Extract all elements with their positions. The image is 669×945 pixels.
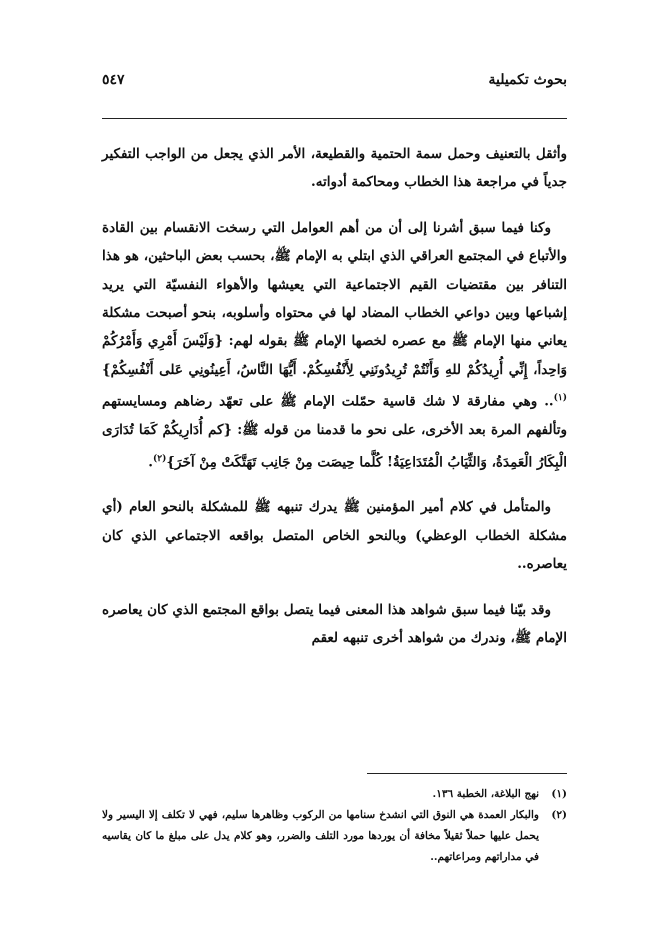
footnote-number: (٢): [551, 809, 567, 821]
paragraph: وقد بيّنا فيما سبق شواهد هذا المعنى فيما يتصل بواقع المجتمع الذي كان يعاصره الإمام ﷺ، وندرك من شواهد أخرى تنبهه لعقم: [102, 601, 567, 647]
footnote-mark: (١): [553, 393, 567, 404]
footnote-text: والبكار العمدة هي النوق التي انشدخ سنامها من الركوب وظاهرها سليم، فهي لا تكلف إلا اليسير ولا يحمل عليها حملاً ثقيلاً مخافة أن يوردها مورد التلف والضرر، وهو كلام يدل على مبلغ ما كان يقاسيه في مداراتهم ومراعاتهم..: [102, 809, 539, 863]
footnotes: [102, 784, 567, 868]
footnote: [102, 784, 567, 805]
footnote-number: (١): [551, 788, 567, 800]
footnote-text: نهج البلاغة، الخطبة ١٣٦.: [432, 788, 539, 800]
header-title: بحوث تكميلية: [488, 72, 567, 88]
paragraph-text: وكنا فيما سبق أشرنا إلى أن من أهم العوامل التي رسخت الانقسام بين القادة والأتباع في المجتمع العراقي الذي ابتلي به الإمام ﷺ، بحسب بعض الباحثين، هو هذا التنافر بين مقتضيات القيم الاجتماعية التي يعيشها والأهواء النفسيّة التي يريد إشباعها وبين دواعي الخطاب المضاد لها في محتواه وأسلوبه، بنحو أصبحت مشكلة يعاني منها الإمام ﷺ مع عصره لخصها الإمام ﷺ بقوله لهم: {وَلَيْسَ أَمْرِي وَأَمْرُكُمْ وَاحِداً، إِنِّي أُرِيدُكُمْ للهِ وَأَنْتُمْ تُرِيدُونَنِي لِأَنْفُسِكُمْ. أَيُّهَا النَّاسُ، أَعِينُونِي عَلى أَنْفُسِكُمْ}: [102, 219, 567, 378]
page-number: ٥٤٧: [102, 72, 125, 88]
footnote: [102, 805, 567, 868]
paragraph-text: ‏.. وهي مفارقة لا شك قاسية حمّلت الإمام ﷺ على تعهّد رضاهم ومسايستهم وتألفهم المرة بعد الأخرى، على نحو ما قدمنا من قوله ﷺ: {كم أُدَارِيكُمْ كَمَا تُدَارَى الْبِكَارُ الْعَمِدَةُ، وَالثِّيَابُ الْمُتَدَاعِيَةُ! كُلَّما حِيصَت مِنْ جَانِب تَهَتَّكَتْ مِنْ آخَرَ}: [102, 393, 567, 471]
footnote-divider: [367, 773, 567, 774]
body-text: [102, 140, 567, 670]
running-header: [102, 70, 567, 92]
paragraph: وكنا فيما سبق أشرنا إلى أن من أهم العوامل التي رسخت الانقسام بين القادة والأتباع في المجتمع العراقي الذي ابتلي به الإمام ﷺ، بحسب بعض الباحثين، هو هذا التنافر بين مقتضيات القيم الاجتماعية التي يعيشها والأهواء النفسيّة التي يريد إشباعها وبين دواعي الخطاب المضاد لها في محتواه وأسلوبه، بنحو أصبحت مشكلة يعاني منها الإمام ﷺ مع عصره لخصها الإمام ﷺ بقوله لهم: {وَلَيْسَ أَمْرِي وَأَمْرُكُمْ وَاحِداً، إِنِّي أُرِيدُكُمْ للهِ وَأَنْتُمْ تُرِيدُونَنِي لِأَنْفُسِكُمْ. أَيُّهَا النَّاسُ، أَعِينُونِي عَلى أَنْفُسِكُمْ}$^{(١)}$‏.. وهي مفارقة لا شك قاسية حمّلت الإمام ﷺ على تعهّد رضاهم ومسايستهم وتألفهم المرة بعد الأخرى، على نحو ما قدمنا من قوله ﷺ: {كم أُدَارِيكُمْ كَمَا تُدَارَى الْبِكَارُ الْعَمِدَةُ، وَالثِّيَابُ الْمُتَدَاعِيَةُ! كُلَّما حِيصَت مِنْ جَانِب تَهَتَّكَتْ مِنْ آخَرَ}$^{(٢)}$.: [102, 219, 567, 471]
header-divider: [102, 118, 567, 119]
paragraph: وأثقل بالتعنيف وحمل سمة الحتمية والقطيعة، الأمر الذي يجعل من الواجب التفكير جدياً في مراجعة هذا الخطاب ومحاكمة أدواته.: [102, 146, 567, 191]
paragraph: والمتأمل في كلام أمير المؤمنين ﷺ يدرك تنبهه ﷺ للمشكلة بالنحو العام (أي مشكلة الخطاب الوعظي) وبالنحو الخاص المتصل بواقعه الاجتماعي الذي كان يعاصره..: [102, 499, 567, 573]
footnote-mark: (٢): [153, 453, 167, 464]
